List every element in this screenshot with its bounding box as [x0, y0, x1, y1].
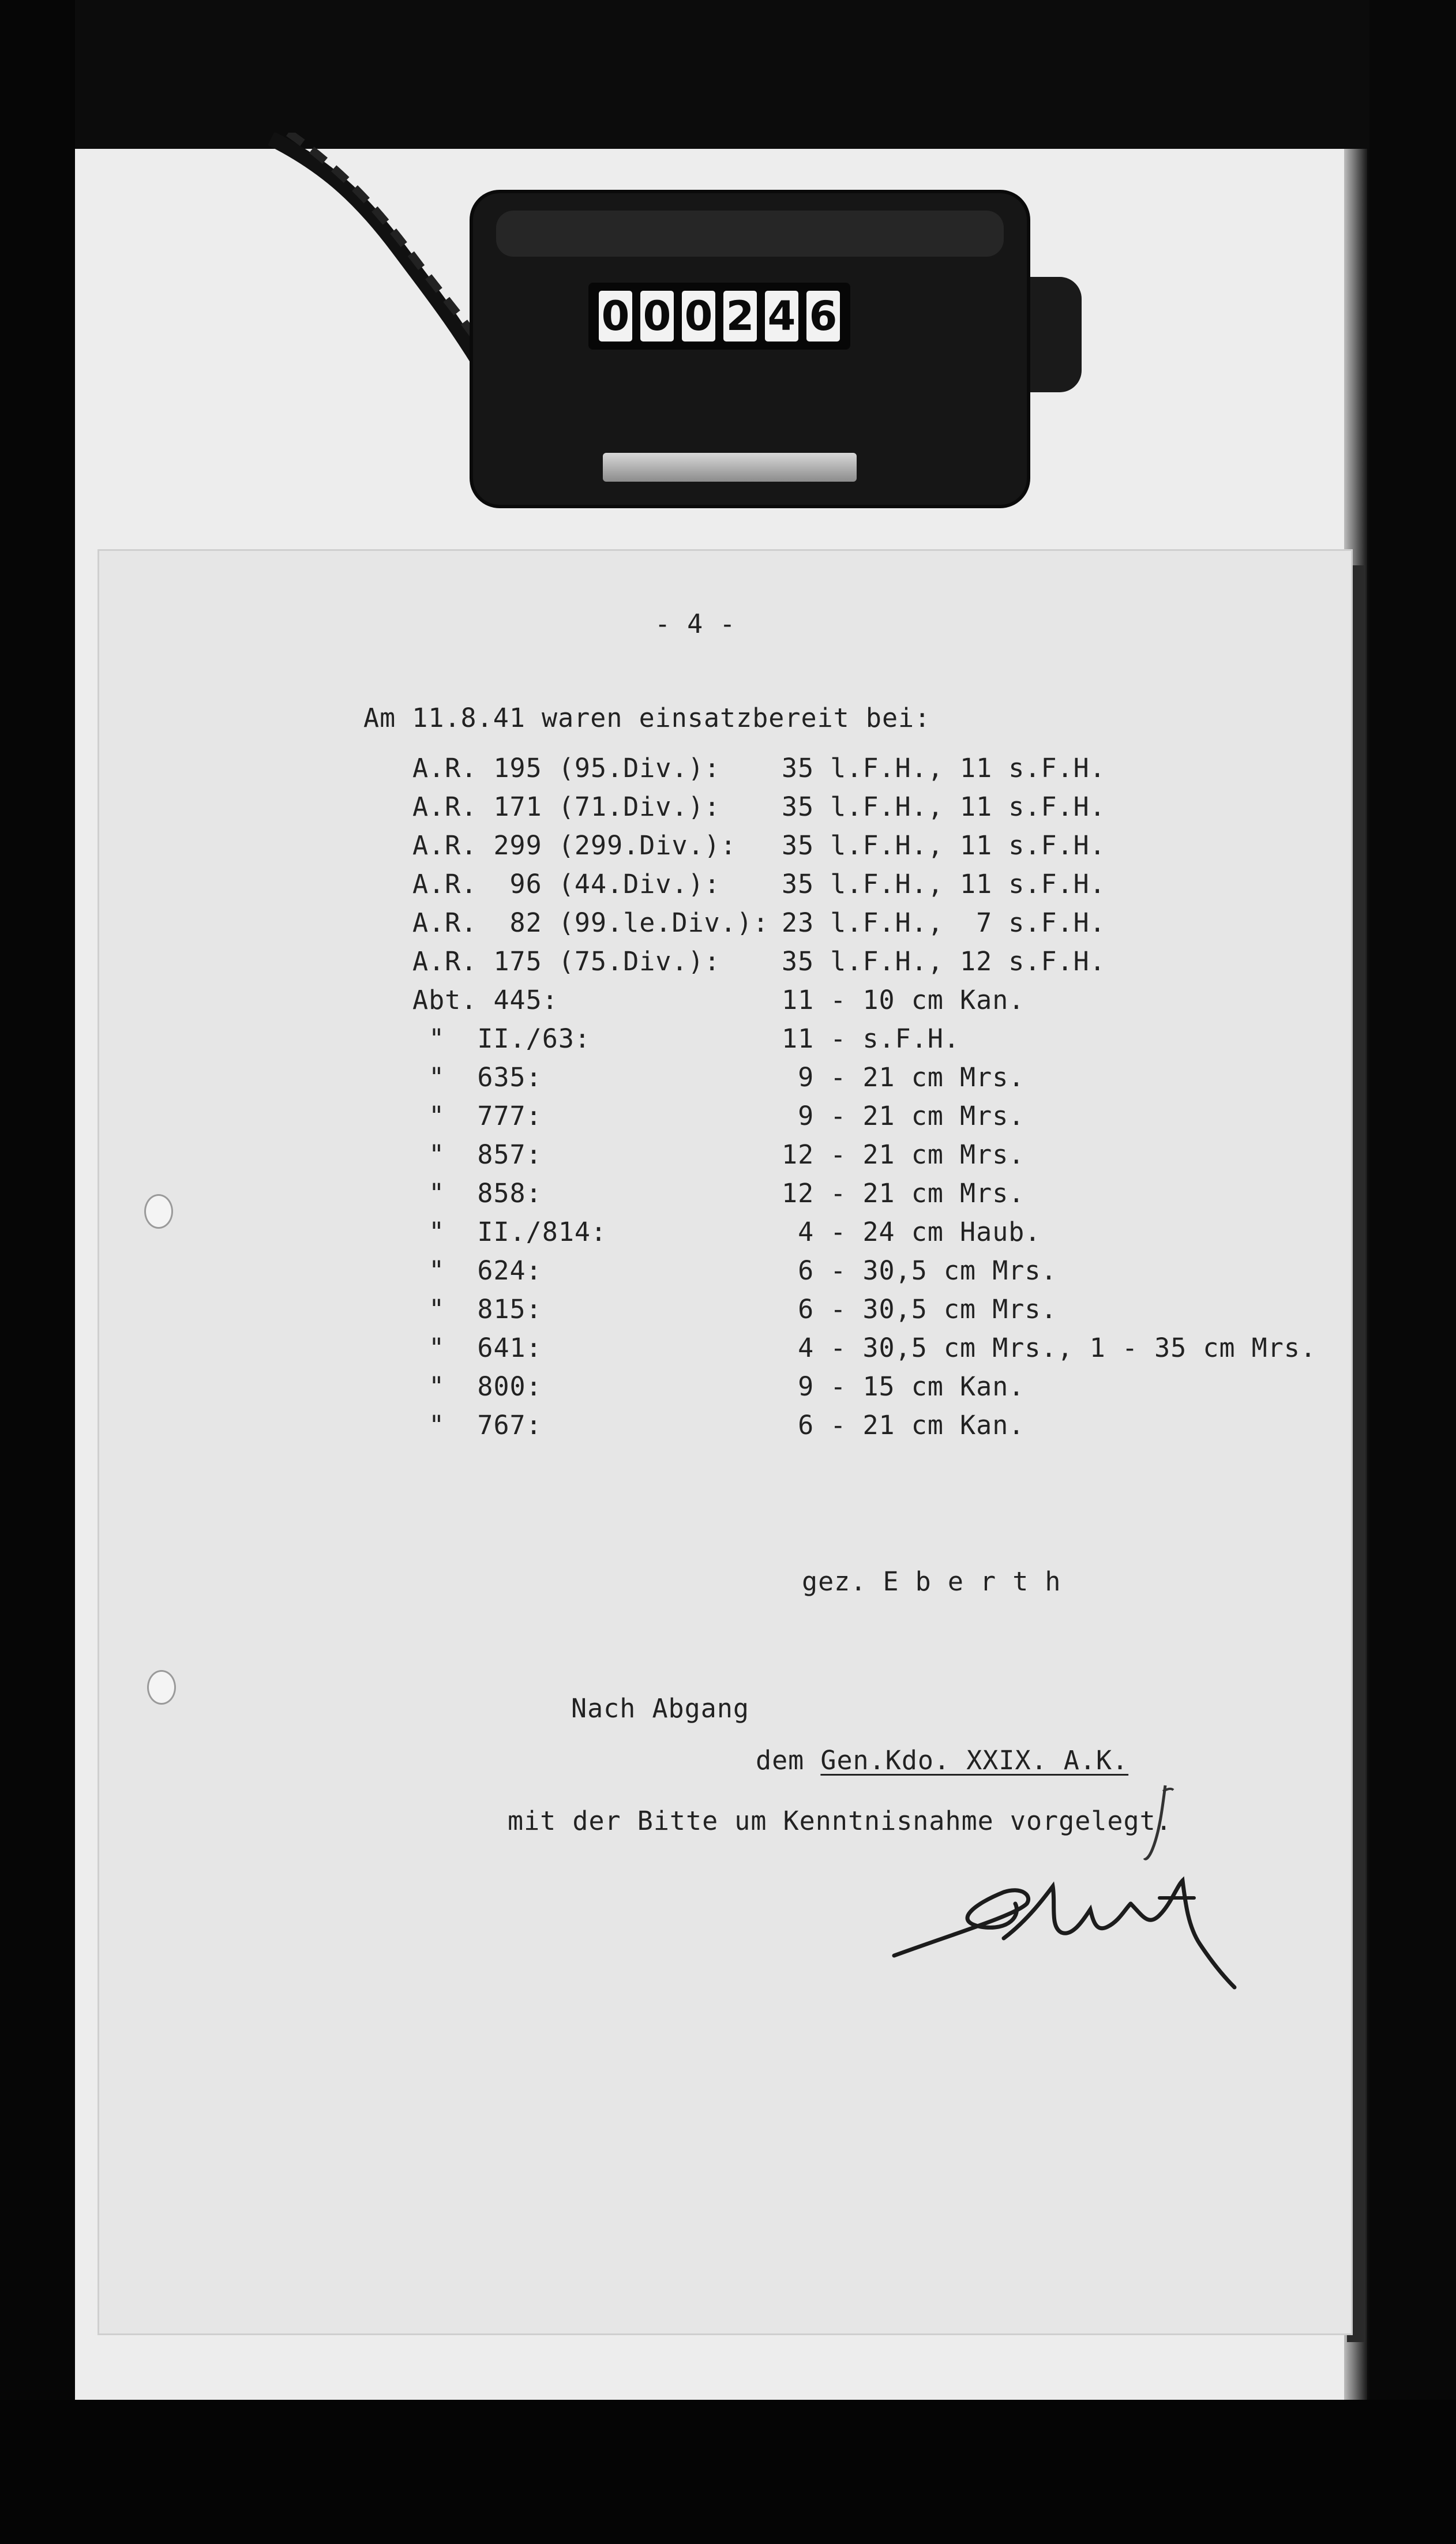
unit-value: 4 - 30,5 cm Mrs., 1 - 35 cm Mrs.: [782, 1333, 1317, 1363]
unit-value: 35 l.F.H., 11 s.F.H.: [782, 753, 1106, 783]
handwritten-signature: [888, 1863, 1246, 1996]
counter-digit: 0: [640, 291, 674, 342]
unit-value: 35 l.F.H., 12 s.F.H.: [782, 946, 1106, 977]
unit-value: 35 l.F.H., 11 s.F.H.: [782, 869, 1106, 899]
unit-label: " 815:: [412, 1294, 542, 1324]
unit-value: 11 - s.F.H.: [782, 1023, 960, 1054]
unit-label: " 641:: [412, 1333, 542, 1363]
unit-label: " 777:: [412, 1101, 542, 1131]
counter-digit: 6: [806, 291, 840, 342]
counter-digit: 2: [723, 291, 757, 342]
unit-label: A.R. 175 (75.Div.):: [412, 946, 721, 977]
unit-label: " II./63:: [412, 1023, 591, 1054]
unit-label: " 800:: [412, 1371, 542, 1402]
unit-value: 12 - 21 cm Mrs.: [782, 1139, 1025, 1170]
unit-value: 23 l.F.H., 7 s.F.H.: [782, 907, 1106, 938]
unit-label: Abt. 445:: [412, 985, 558, 1015]
unit-value: 6 - 30,5 cm Mrs.: [782, 1255, 1057, 1286]
forward-request: mit der Bitte um Kenntnisnahme vorgelegt.: [508, 1806, 1172, 1836]
unit-label: A.R. 96 (44.Div.):: [412, 869, 721, 899]
unit-value: 6 - 21 cm Kan.: [782, 1410, 1025, 1440]
handwritten-initial: [1142, 1780, 1177, 1866]
unit-label: A.R. 171 (71.Div.):: [412, 791, 721, 822]
unit-label: A.R. 299 (299.Div.):: [412, 830, 737, 861]
page-number: - 4 -: [655, 609, 736, 639]
unit-label: " 767:: [412, 1410, 542, 1440]
unit-label: " 858:: [412, 1178, 542, 1209]
unit-value: 9 - 15 cm Kan.: [782, 1371, 1025, 1402]
unit-value: 9 - 21 cm Mrs.: [782, 1101, 1025, 1131]
forward-line: Nach Abgang: [571, 1693, 750, 1724]
unit-label: " 857:: [412, 1139, 542, 1170]
unit-value: 35 l.F.H., 11 s.F.H.: [782, 791, 1106, 822]
counter-digit: 4: [765, 291, 798, 342]
unit-label: " 624:: [412, 1255, 542, 1286]
forward-recipient: Gen.Kdo. XXIX. A.K.: [820, 1745, 1129, 1776]
forward-recipient-line: [756, 1745, 1128, 1776]
counter-digit: 0: [682, 291, 715, 342]
unit-label: A.R. 82 (99.le.Div.):: [412, 907, 770, 938]
unit-value: 11 - 10 cm Kan.: [782, 985, 1025, 1015]
unit-value: 12 - 21 cm Mrs.: [782, 1178, 1025, 1209]
unit-value: 6 - 30,5 cm Mrs.: [782, 1294, 1057, 1324]
unit-label: A.R. 195 (95.Div.):: [412, 753, 721, 783]
unit-label: " 635:: [412, 1062, 542, 1093]
unit-value: 4 - 24 cm Haub.: [782, 1217, 1041, 1247]
film-border-bottom: [0, 2400, 1456, 2544]
counter-digit: 0: [599, 291, 632, 342]
unit-label: " II./814:: [412, 1217, 607, 1247]
signed-by: gez. E b e r t h: [802, 1566, 1061, 1597]
forward-prefix: dem: [756, 1745, 821, 1776]
unit-value: 9 - 21 cm Mrs.: [782, 1062, 1025, 1093]
intro-line: Am 11.8.41 waren einsatzbereit bei:: [363, 703, 931, 733]
unit-value: 35 l.F.H., 11 s.F.H.: [782, 830, 1106, 861]
